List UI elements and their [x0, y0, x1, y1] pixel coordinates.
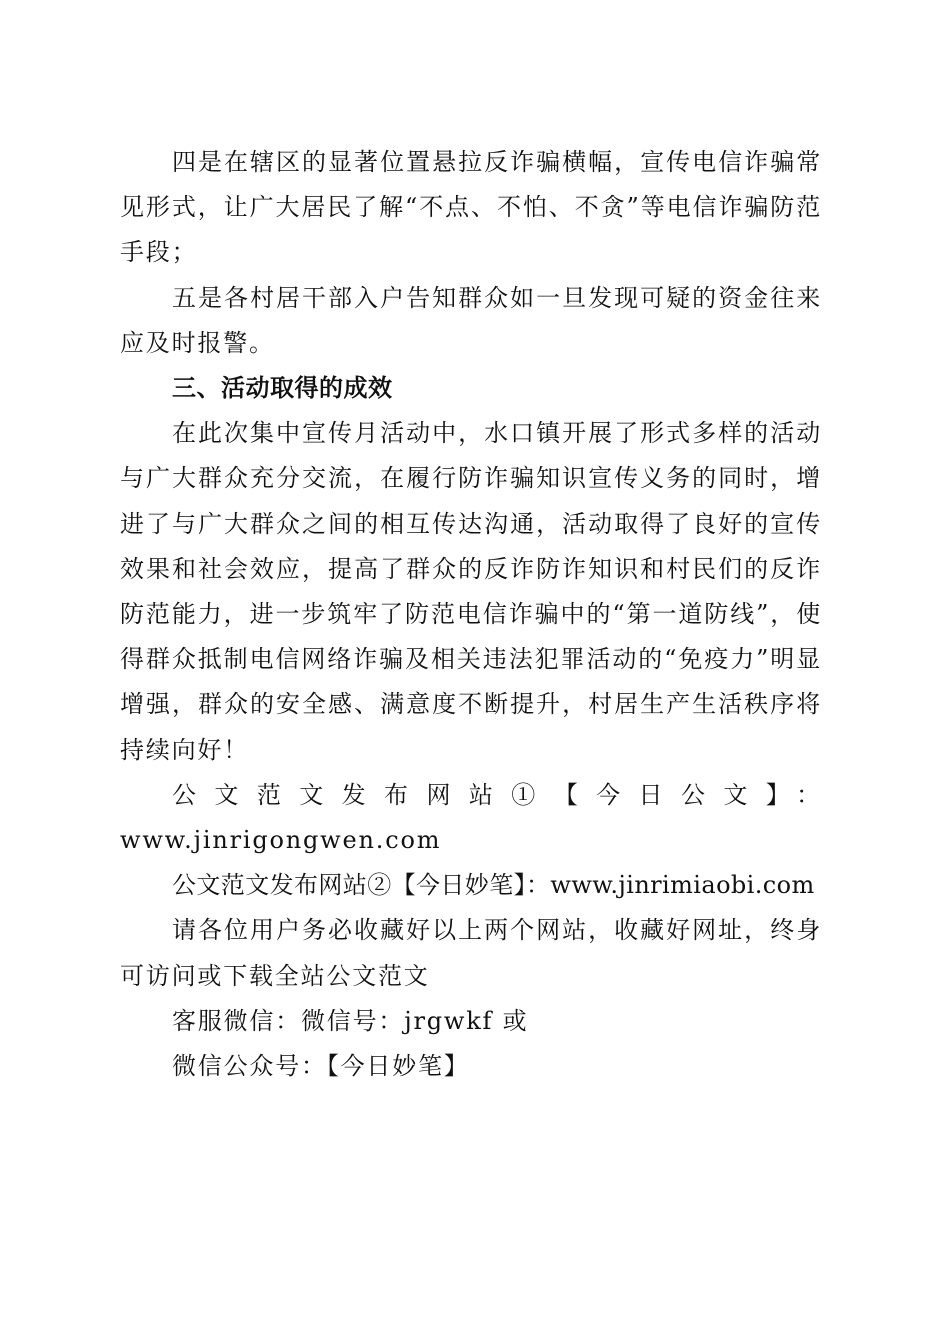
bookmark-notice: 请各位用户务必收藏好以上两个网站，收藏好网址，终身可访问或下载全站公文范文 [120, 916, 822, 990]
site1-label: 公文范文发布网站①【今日公文】： [172, 780, 822, 809]
paragraph-item-five: 五是各村居干部入户告知群众如一旦发现可疑的资金往来应及时报警。 [120, 283, 822, 357]
service-wechat: 客服微信：微信号：jrgwkf 或 [172, 1006, 529, 1035]
paragraph-item-four: 四是在辖区的显著位置悬拉反诈骗横幅，宣传电信诈骗常见形式，让广大居民了解“不点、不怕、不贪”等电信诈骗防范手段； [120, 148, 822, 267]
site1-url: www.jinrigongwen.com [120, 826, 442, 855]
results-paragraph: 在此次集中宣传月活动中，水口镇开展了形式多样的活动与广大群众充分交流，在履行防诈骗知识宣传义务的同时，增进了与广大群众之间的相互传达沟通，活动取得了良好的宣传效果和社会效应，提高了群众的反诈防诈知识和村民们的反诈防范能力，进一步筑牢了防范电信诈骗中的“第一道防线”，使得群众抵制电信网络诈骗及相关违法犯罪活动的“免疫力”明显增强，群众的安全感、满意度不断提升，村居生产生活秩序将持续向好！ [120, 419, 822, 764]
section-heading: 三、活动取得的成效 [172, 374, 393, 403]
document-page [120, 140, 822, 1089]
site2-line: 公文范文发布网站②【今日妙笔】：www.jinrimiaobi.com [172, 871, 815, 900]
official-account: 微信公众号：【今日妙笔】 [172, 1052, 470, 1081]
